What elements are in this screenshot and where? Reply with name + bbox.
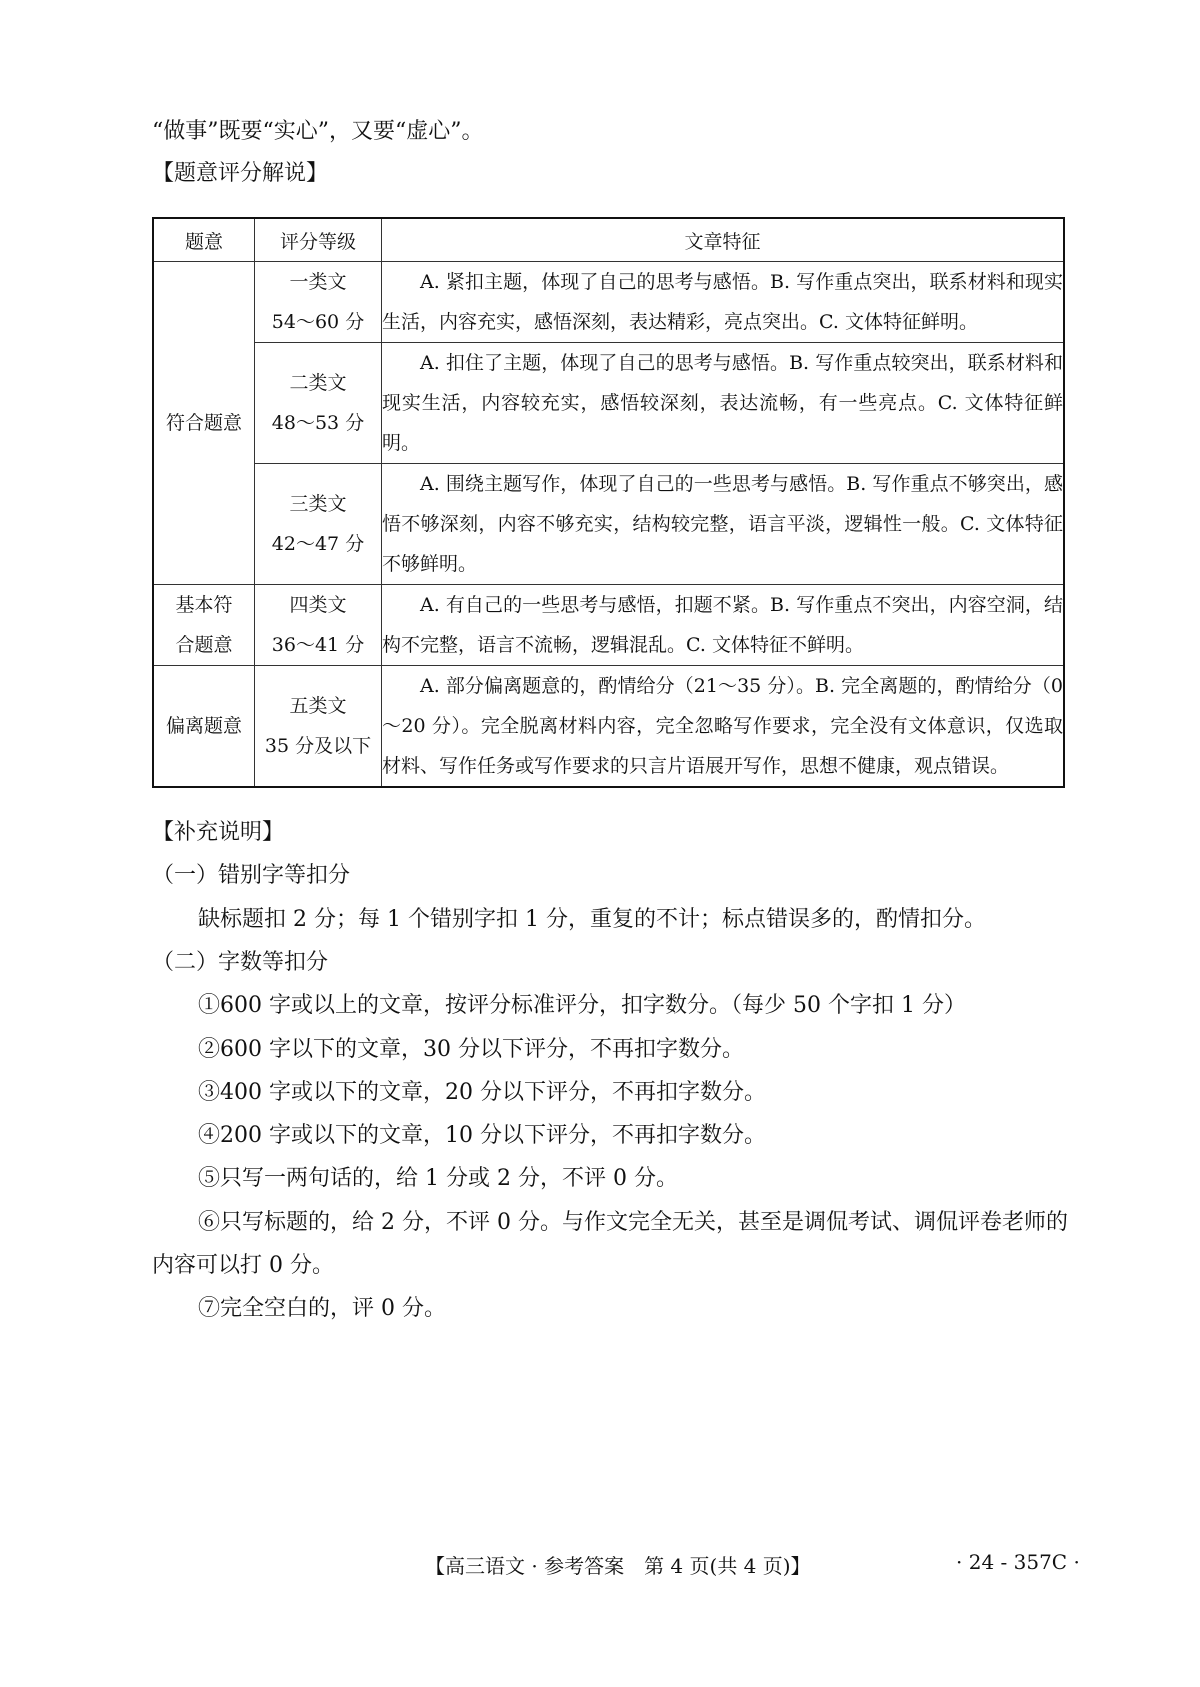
table-header-row xyxy=(153,218,1064,262)
level-score: 48～53 分 xyxy=(271,412,365,434)
table-row xyxy=(153,666,1064,788)
header-topic: 题意 xyxy=(153,218,255,262)
table-row xyxy=(153,464,1064,585)
section-scoring-title: 【题意评分解说】 xyxy=(152,161,329,186)
features-cell: A. 部分偏离题意的，酌情给分（21～35 分）。B. 完全离题的，酌情给分（0～20 分）。完全脱离材料内容，完全忽略写作要求，完全没有文体意识，仅选取材料、写作任务或写作要求的只言片语展开写作，思想不健康，观点错误。 xyxy=(382,666,1065,788)
level-cell xyxy=(255,262,382,343)
level-score: 42～47 分 xyxy=(271,533,365,555)
level-cell xyxy=(255,585,382,666)
features-cell: A. 围绕主题写作，体现了自己的一些思考与感悟。B. 写作重点不够突出，感悟不够深刻，内容不够充实，结构较完整，语言平淡，逻辑性一般。C. 文体特征不够鲜明。 xyxy=(382,464,1065,585)
level-score: 54～60 分 xyxy=(271,311,365,333)
supplement-item-6-line2: 内容可以打 0 分。 xyxy=(152,1253,334,1278)
table-row xyxy=(153,343,1064,464)
supplement-item-7: ⑦完全空白的，评 0 分。 xyxy=(198,1296,446,1321)
category-cell: 符合题意 xyxy=(153,262,255,585)
intro-line: “做事”既要“实心”，又要“虚心”。 xyxy=(152,119,484,144)
features-cell: A. 紧扣主题，体现了自己的思考与感悟。B. 写作重点突出，联系材料和现实生活，内容充实，感悟深刻，表达精彩，亮点突出。C. 文体特征鲜明。 xyxy=(382,262,1065,343)
supplement-part1-text: 缺标题扣 2 分；每 1 个错别字扣 1 分，重复的不计；标点错误多的，酌情扣分。 xyxy=(198,907,986,932)
supplement-item-6-line1: ⑥只写标题的，给 2 分，不评 0 分。与作文完全无关，甚至是调侃考试、调侃评卷老师的 xyxy=(198,1210,1068,1235)
supplement-item: ⑤只写一两句话的，给 1 分或 2 分，不评 0 分。 xyxy=(198,1166,678,1191)
level-score: 36～41 分 xyxy=(271,634,365,656)
supplement-item: ①600 字或以上的文章，按评分标准评分，扣字数分。（每少 50 个字扣 1 分） xyxy=(198,993,966,1018)
features-cell: A. 有自己的一些思考与感悟，扣题不紧。B. 写作重点不突出，内容空洞，结构不完整，语言不流畅，逻辑混乱。C. 文体特征不鲜明。 xyxy=(382,585,1065,666)
supplement-title: 【补充说明】 xyxy=(152,820,285,845)
table-row xyxy=(153,585,1064,666)
document-code: · 24 - 357C · xyxy=(956,1550,1080,1574)
supplement-item: ②600 字以下的文章，30 分以下评分，不再扣字数分。 xyxy=(198,1037,744,1062)
features-cell: A. 扣住了主题，体现了自己的思考与感悟。B. 写作重点较突出，联系材料和现实生活，内容较充实，感悟较深刻，表达流畅，有一些亮点。C. 文体特征鲜明。 xyxy=(382,343,1065,464)
header-features: 文章特征 xyxy=(382,218,1065,262)
level-score: 35 分及以下 xyxy=(264,735,372,757)
level-cell xyxy=(255,343,382,464)
supplement-item: ④200 字或以下的文章，10 分以下评分，不再扣字数分。 xyxy=(198,1123,766,1148)
level-cell xyxy=(255,666,382,788)
supplement-part1-title: （一）错别字等扣分 xyxy=(152,863,351,888)
level-name: 三类文 xyxy=(289,493,347,515)
category-cell xyxy=(153,585,255,666)
page-footer: 【高三语文 · 参考答案 第 4 页(共 4 页)】 xyxy=(425,1554,811,1578)
category-cell: 偏离题意 xyxy=(153,666,255,788)
level-name: 四类文 xyxy=(289,594,347,616)
level-cell xyxy=(255,464,382,585)
category-line: 合题意 xyxy=(175,634,233,656)
level-name: 一类文 xyxy=(289,271,347,293)
supplement-part2-title: （二）字数等扣分 xyxy=(152,950,329,975)
category-line: 基本符 xyxy=(175,594,233,616)
level-name: 二类文 xyxy=(289,372,347,394)
header-level: 评分等级 xyxy=(255,218,382,262)
level-name: 五类文 xyxy=(289,695,347,717)
grading-table xyxy=(152,217,1065,788)
supplement-item: ③400 字或以下的文章，20 分以下评分，不再扣字数分。 xyxy=(198,1080,766,1105)
table-row xyxy=(153,262,1064,343)
